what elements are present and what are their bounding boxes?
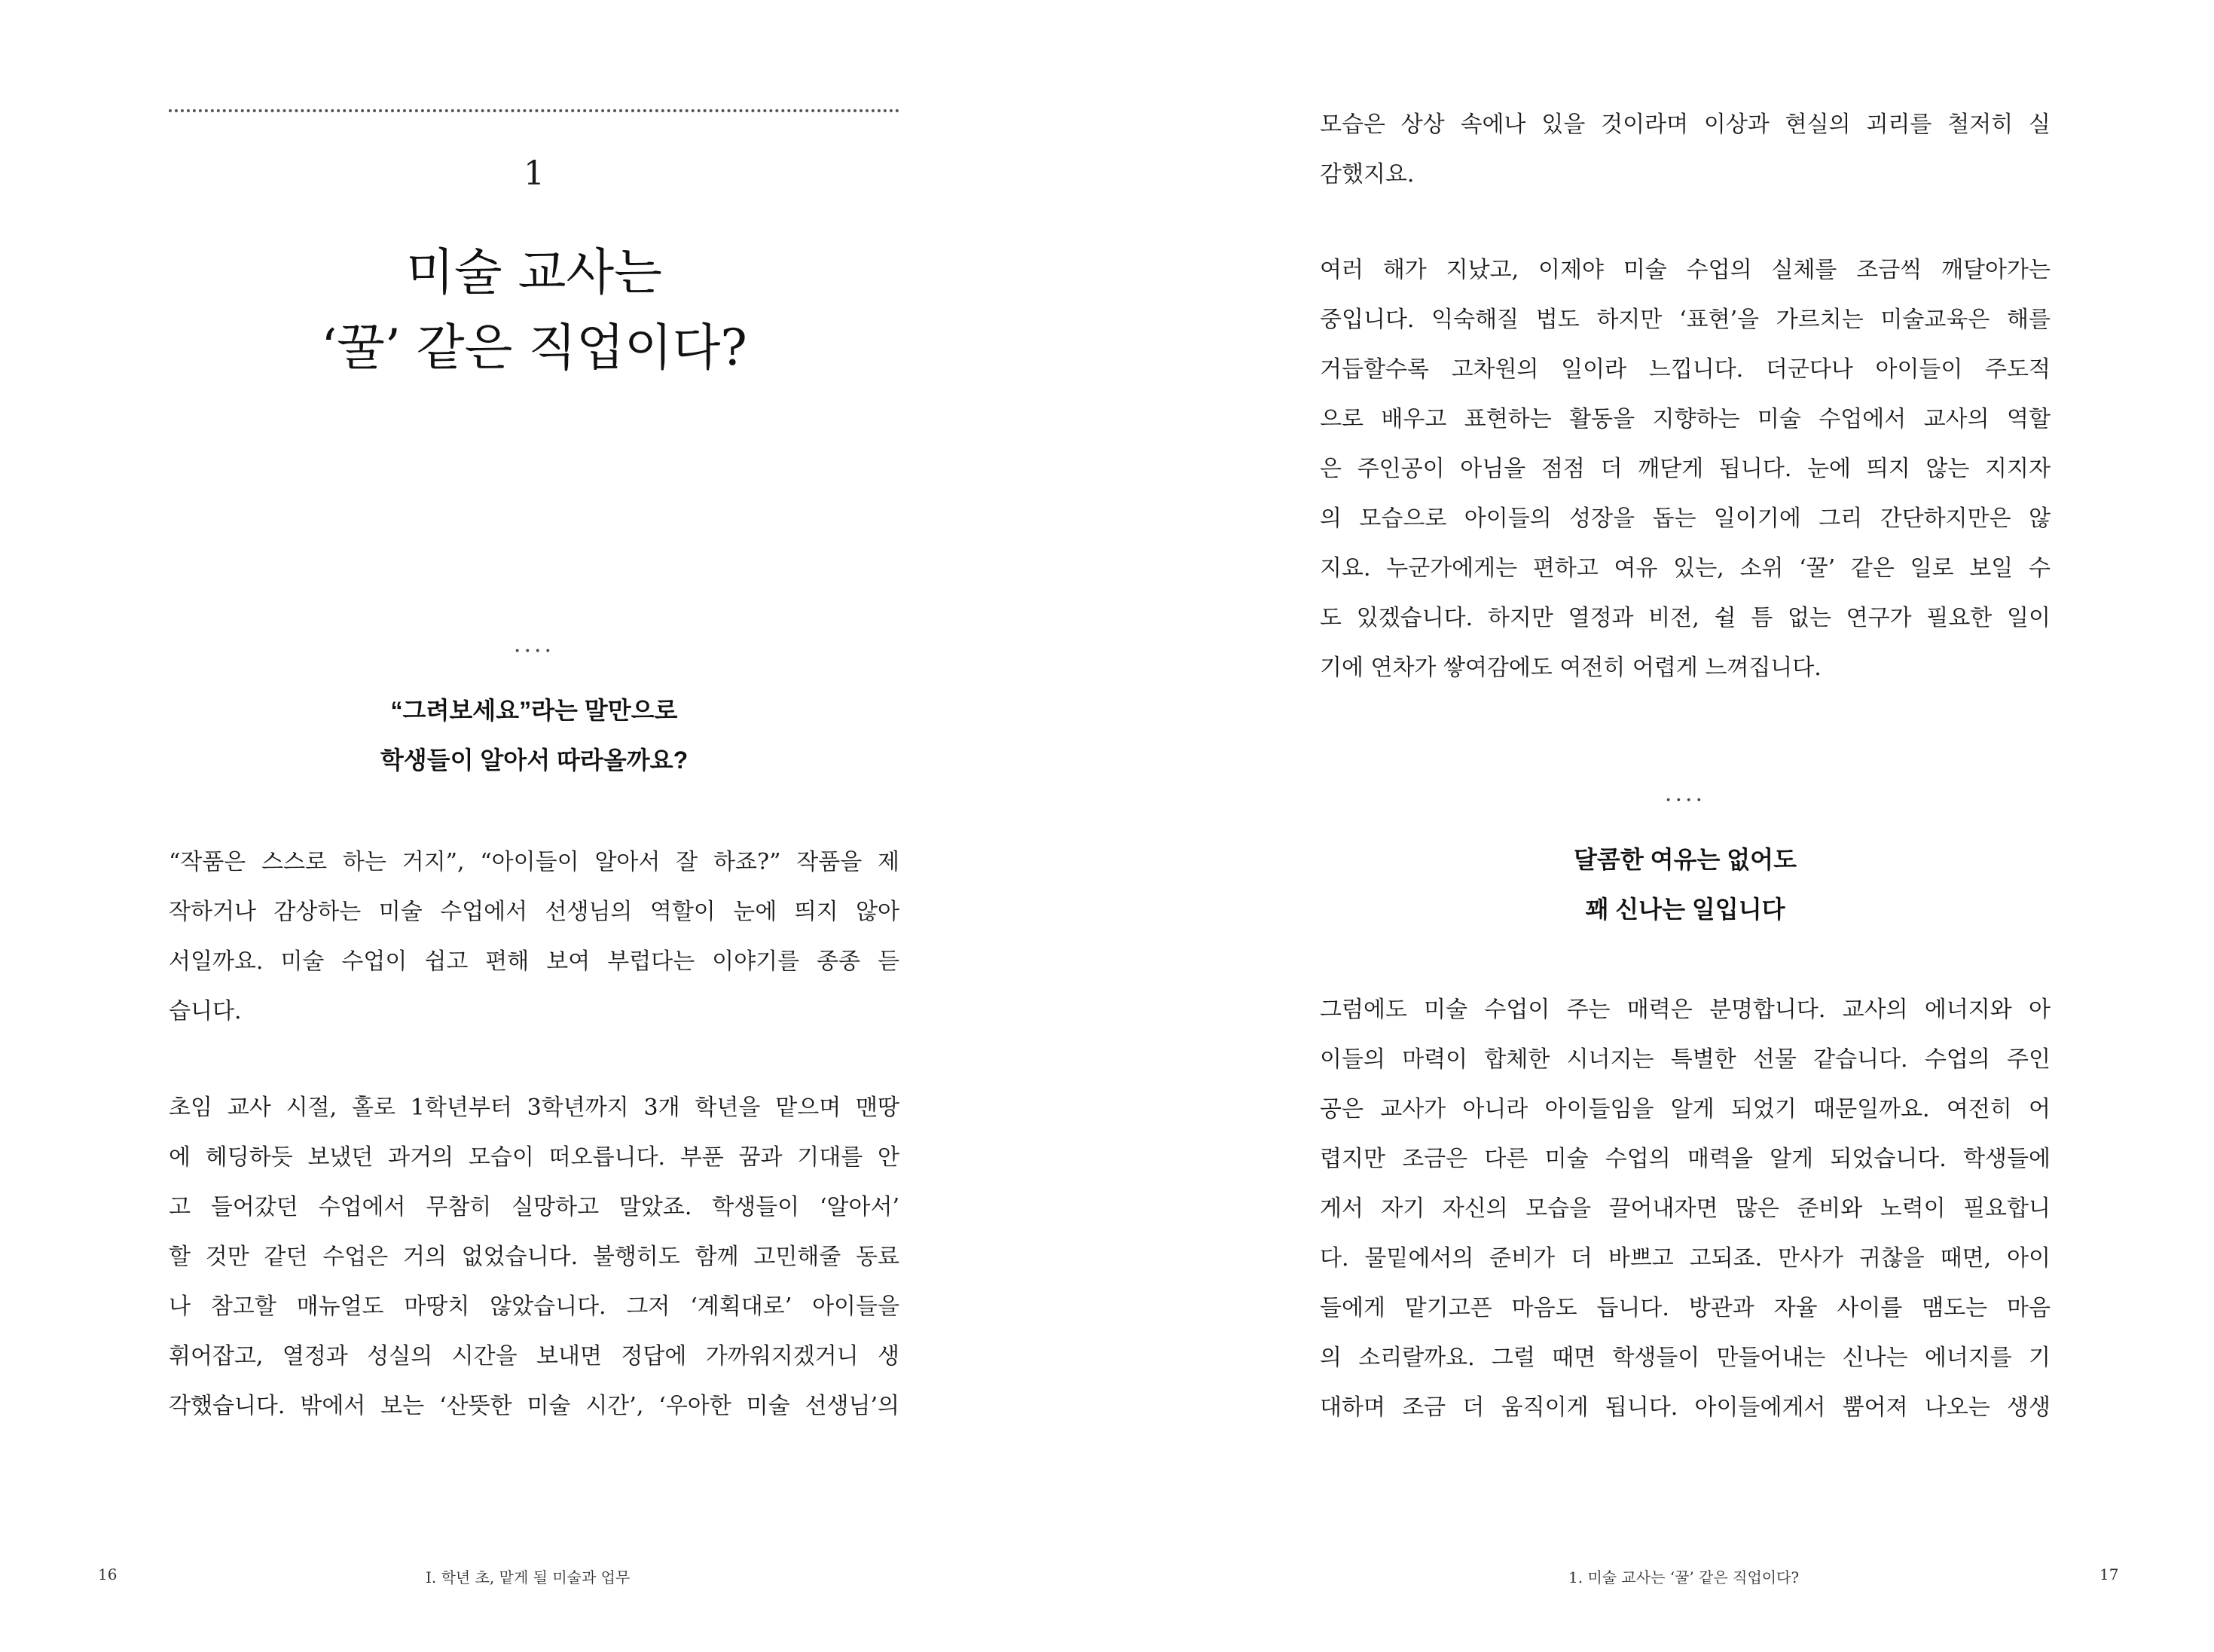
running-header: I. 학년 초, 맡게 될 미술과 업무 <box>426 1568 631 1586</box>
text-line: 초임 교사 시절, 홀로 1학년부터 3학년까지 3개 학년을 맡으며 맨땅 <box>169 1095 899 1121</box>
text-line: 이들의 마력이 합체한 시너지는 특별한 선물 같습니다. 수업의 주인 <box>1320 1046 2051 1073</box>
text-line: 나 참고할 매뉴얼도 마땅치 않았습니다. 그저 ‘계획대로’ 아이들을 <box>169 1293 899 1320</box>
text-line: 대하며 조금 더 움직이게 됩니다. 아이들에게서 뿜어져 나오는 생생 <box>1320 1394 2051 1421</box>
text-line: 에 헤딩하듯 보냈던 과거의 모습이 떠오릅니다. 부푼 꿈과 기대를 안 <box>169 1144 899 1171</box>
chapter-number: 1 <box>524 154 545 193</box>
page-number: 17 <box>2099 1565 2119 1583</box>
paragraph <box>1320 246 2051 693</box>
right-page <box>1107 0 2214 1652</box>
subheading-line: 달콤한 여유는 없어도 <box>1574 846 1797 873</box>
chapter-title-line: 미술 교사는 <box>406 243 662 301</box>
paragraph <box>1320 100 2051 200</box>
text-line: 렵지만 조금은 다른 미술 수업의 매력을 알게 되었습니다. 학생들에 <box>1320 1146 2051 1172</box>
text-line: 공은 교사가 아니라 아이들임을 알게 되었기 때문일까요. 여전히 어 <box>1320 1096 2051 1122</box>
text-line: 휘어잡고, 열정과 성실의 시간을 보내면 정답에 가까워지겠거니 생 <box>169 1343 899 1370</box>
paragraph <box>1320 985 2051 1433</box>
text-line: 은 주인공이 아님을 점점 더 깨닫게 됩니다. 눈에 띄지 않는 지지자 <box>1320 456 2051 482</box>
text-line: 의 소리랄까요. 그럴 때면 학생들이 만들어내는 신나는 에너지를 기 <box>1320 1345 2051 1371</box>
text-line: 중입니다. 익숙해질 법도 하지만 ‘표현’을 가르치는 미술교육은 해를 <box>1320 307 2051 333</box>
subheading-line: 학생들이 알아서 따라올까요? <box>380 747 689 774</box>
running-header: 1. 미술 교사는 ‘꿀’ 같은 직업이다? <box>1568 1568 1800 1586</box>
text-line: 고 들어갔던 수업에서 무참히 실망하고 말았죠. 학생들이 ‘알아서’ <box>169 1194 899 1220</box>
section-subheading <box>1320 835 2051 934</box>
text-line: 여러 해가 지났고, 이제야 미술 수업의 실체를 조금씩 깨달아가는 <box>1320 257 2051 283</box>
paragraph <box>169 1083 899 1431</box>
text-line: 거듭할수록 고차원의 일이라 느낍니다. 더군다나 아이들이 주도적 <box>1320 356 2051 383</box>
text-line: 작하거나 감상하는 미술 수업에서 선생님의 역할이 눈에 띄지 않아 <box>169 899 899 925</box>
text-line: “작품은 스스로 하는 거지”, “아이들이 알아서 잘 하죠?” 작품을 제 <box>169 849 899 875</box>
dotted-rule <box>169 109 899 112</box>
text-line: 들에게 맡기고픈 마음도 듭니다. 방관과 자율 사이를 맴도는 마음 <box>1320 1295 2051 1321</box>
text-line: 도 있겠습니다. 하지만 열정과 비전, 쉴 틈 없는 연구가 필요한 일이 <box>1320 605 2051 631</box>
chapter-title-line: ‘꿀’ 같은 직업이다? <box>321 319 747 377</box>
text-line: 지요. 누군가에게는 편하고 여유 있는, 소위 ‘꿀’ 같은 일로 보일 수 <box>1320 555 2051 582</box>
text-line: 모습은 상상 속에나 있을 것이라며 이상과 현실의 괴리를 철저히 실 <box>1320 111 2051 138</box>
text-line: 할 것만 같던 수업은 거의 없었습니다. 불행히도 함께 고민해줄 동료 <box>169 1244 899 1270</box>
chapter-title <box>169 235 899 386</box>
subheading-line: 꽤 신나는 일입니다 <box>1585 896 1785 923</box>
text-line: 서일까요. 미술 수업이 쉽고 편해 보여 부럽다는 이야기를 종종 듣 <box>169 948 899 975</box>
page-number: 16 <box>98 1565 118 1583</box>
text-line: 각했습니다. 밖에서 보는 ‘산뜻한 미술 시간’, ‘우아한 미술 선생님’의 <box>169 1393 899 1419</box>
text-line: 습니다. <box>169 998 242 1024</box>
section-subheading <box>169 686 899 785</box>
subheading-line: “그려보세요”라는 말만으로 <box>390 697 678 724</box>
text-line: 감했지요. <box>1320 161 1415 188</box>
text-line: 다. 물밑에서의 준비가 더 바쁘고 고되죠. 만사가 귀찮을 때면, 아이 <box>1320 1245 2051 1272</box>
text-line: 기에 연차가 쌓여감에도 여전히 어렵게 느껴집니다. <box>1320 655 1822 681</box>
text-line: 게서 자기 자신의 모습을 끌어내자면 많은 준비와 노력이 필요합니 <box>1320 1195 2051 1222</box>
paragraph <box>169 838 899 1037</box>
text-line: 의 모습으로 아이들의 성장을 돕는 일이기에 그리 간단하지만은 않 <box>1320 505 2051 532</box>
text-line: 으로 배우고 표현하는 활동을 지향하는 미술 수업에서 교사의 역할 <box>1320 406 2051 432</box>
text-line: 그럼에도 미술 수업이 주는 매력은 분명합니다. 교사의 에너지와 아 <box>1320 997 2051 1023</box>
section-separator: .... <box>513 631 555 658</box>
section-separator: .... <box>1664 780 1706 807</box>
